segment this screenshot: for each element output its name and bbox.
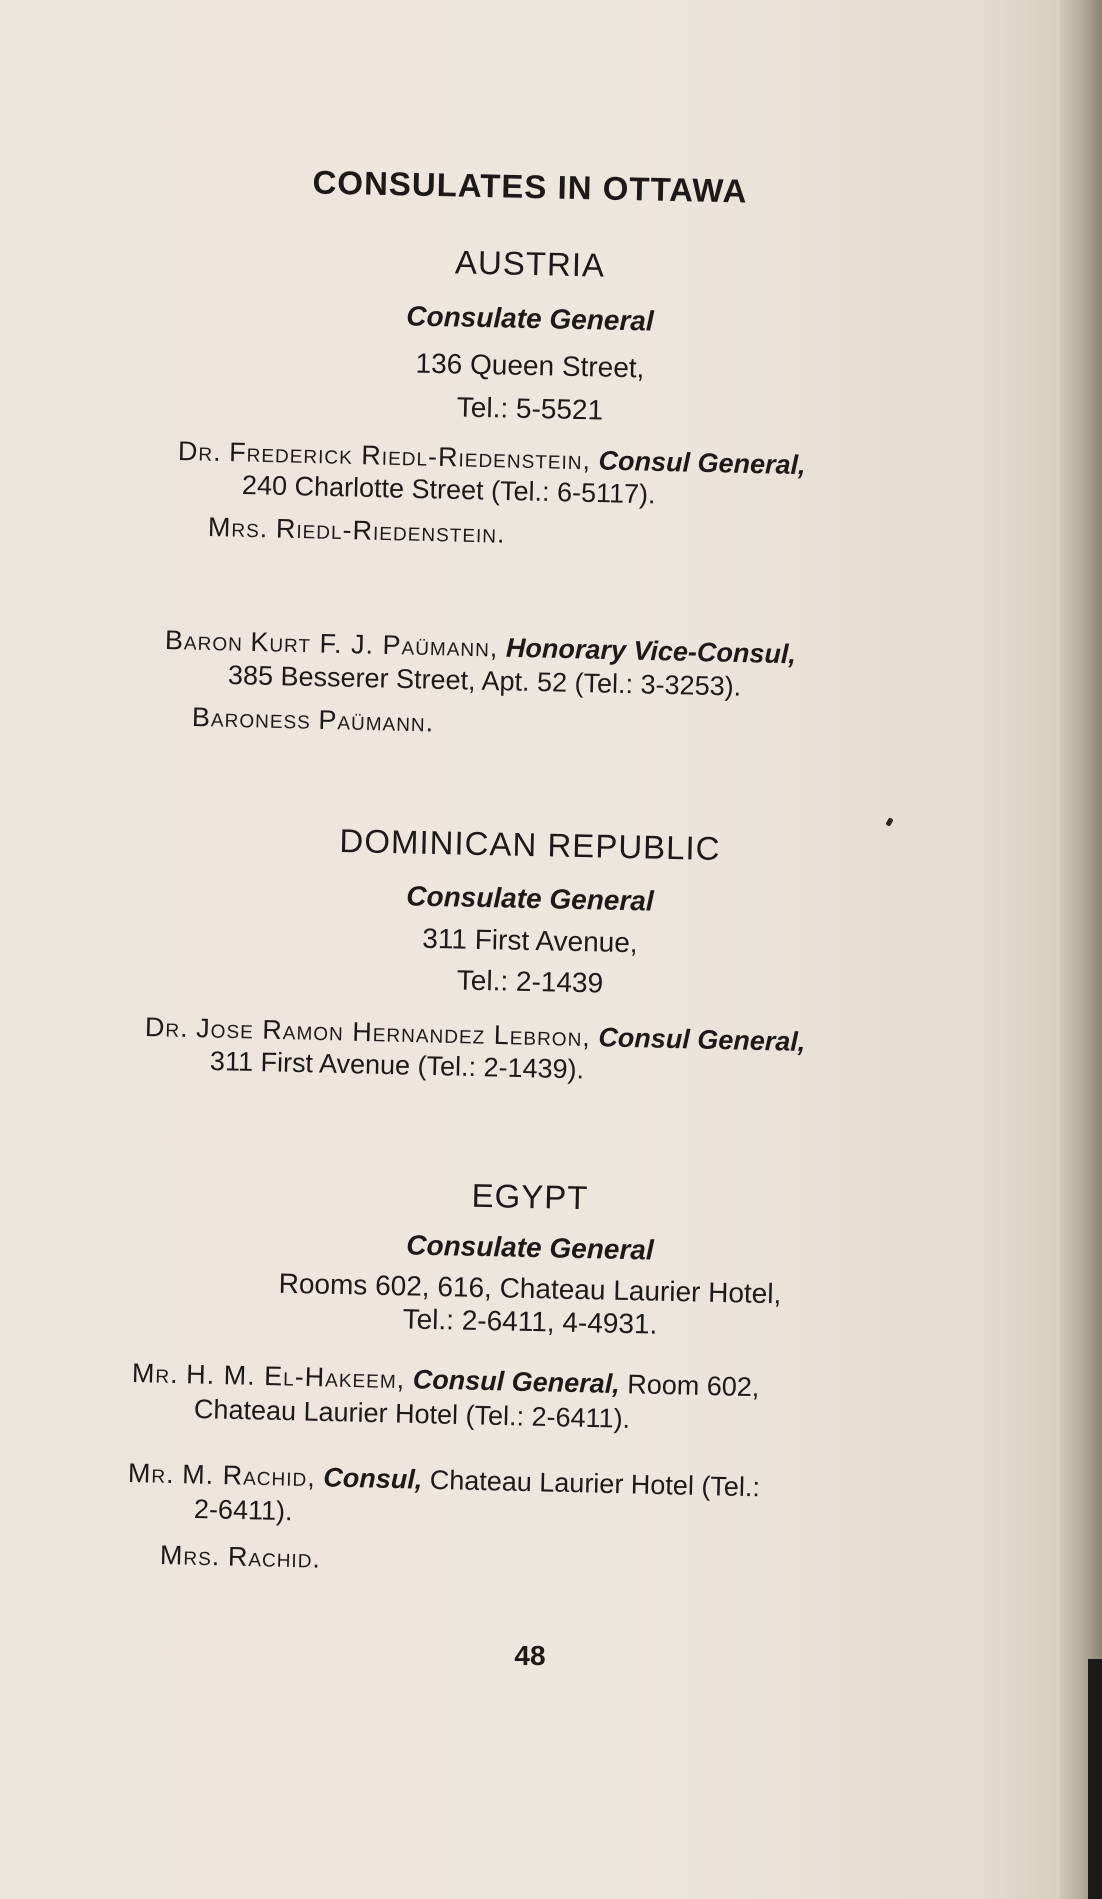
- tel-austria: Tel.: 5-5521: [456, 391, 604, 426]
- entry-name: Frederick Riedl-Riedenstein,: [228, 437, 592, 476]
- country-heading-austria: AUSTRIA: [454, 243, 606, 284]
- entry-name: Rachid.: [227, 1541, 322, 1574]
- page-title: CONSULATES IN OTTAWA: [312, 163, 748, 210]
- entry-role: Consul General,: [598, 445, 806, 481]
- entry-prefix: Baron: [164, 625, 244, 657]
- address-austria: 136 Queen Street,: [415, 347, 645, 384]
- entry-prefix: Mr.: [131, 1358, 180, 1390]
- tel-dominican-republic: Tel.: 2-1439: [456, 964, 604, 999]
- consulate-type-egypt: Consulate General: [406, 1229, 655, 1266]
- entry-name: M. Rachid,: [181, 1459, 317, 1493]
- country-heading-egypt: EGYPT: [471, 1176, 589, 1217]
- entry-dominican-republic-1-detail: 311 First Avenue (Tel.: 2-1439).: [209, 1046, 585, 1085]
- consulate-type-austria: Consulate General: [406, 300, 655, 337]
- tel-egypt: Tel.: 2-6411, 4-4931.: [402, 1303, 658, 1340]
- entry-prefix: Dr.: [144, 1012, 190, 1043]
- entry-name: Kurt F. J. Paümann,: [250, 626, 499, 663]
- entry-austria-2: [208, 512, 506, 550]
- page-number: 48: [514, 1640, 546, 1671]
- entry-tail: Room 602,: [626, 1369, 760, 1403]
- entry-egypt-2-detail: 2-6411).: [193, 1494, 293, 1527]
- country-heading-dominican-republic: DOMINICAN REPUBLIC: [339, 822, 721, 867]
- entry-prefix: Mrs.: [159, 1540, 221, 1572]
- address-egypt: Rooms 602, 616, Chateau Laurier Hotel,: [278, 1267, 782, 1310]
- entry-role: Consul General,: [598, 1022, 806, 1057]
- entry-name: H. M. El-Hakeem,: [185, 1359, 406, 1395]
- address-dominican-republic: 311 First Avenue,: [422, 922, 638, 959]
- entry-egypt-3: [160, 1540, 322, 1575]
- entry-austria-4: [192, 702, 435, 738]
- entry-tail: Chateau Laurier Hotel (Tel.:: [429, 1464, 761, 1503]
- entry-egypt-1-detail: Chateau Laurier Hotel (Tel.: 2-6411).: [193, 1394, 631, 1434]
- entry-role: Honorary Vice-Consul,: [505, 632, 797, 670]
- ink-speck: [885, 817, 893, 826]
- consulate-type-dominican-republic: Consulate General: [406, 880, 655, 917]
- book-spine-shadow: [1060, 0, 1102, 1899]
- entry-prefix: Dr.: [177, 436, 223, 467]
- entry-prefix: Mr.: [127, 1458, 176, 1490]
- entry-prefix: Baroness: [191, 702, 312, 735]
- book-spine-dark-edge: [1088, 1659, 1102, 1899]
- entry-prefix: Mrs.: [207, 512, 269, 544]
- entry-role: Consul,: [322, 1462, 423, 1495]
- entry-austria-1-detail: 240 Charlotte Street (Tel.: 6-5117).: [241, 470, 656, 510]
- entry-name: Riedl-Riedenstein.: [275, 513, 506, 549]
- entry-name: Jose Ramon Hernandez Lebron,: [195, 1013, 592, 1053]
- entry-name: Paümann.: [318, 704, 435, 738]
- entry-austria-3-detail: 385 Besserer Street, Apt. 52 (Tel.: 3-3253).: [227, 660, 742, 702]
- entry-role: Consul General,: [412, 1364, 621, 1400]
